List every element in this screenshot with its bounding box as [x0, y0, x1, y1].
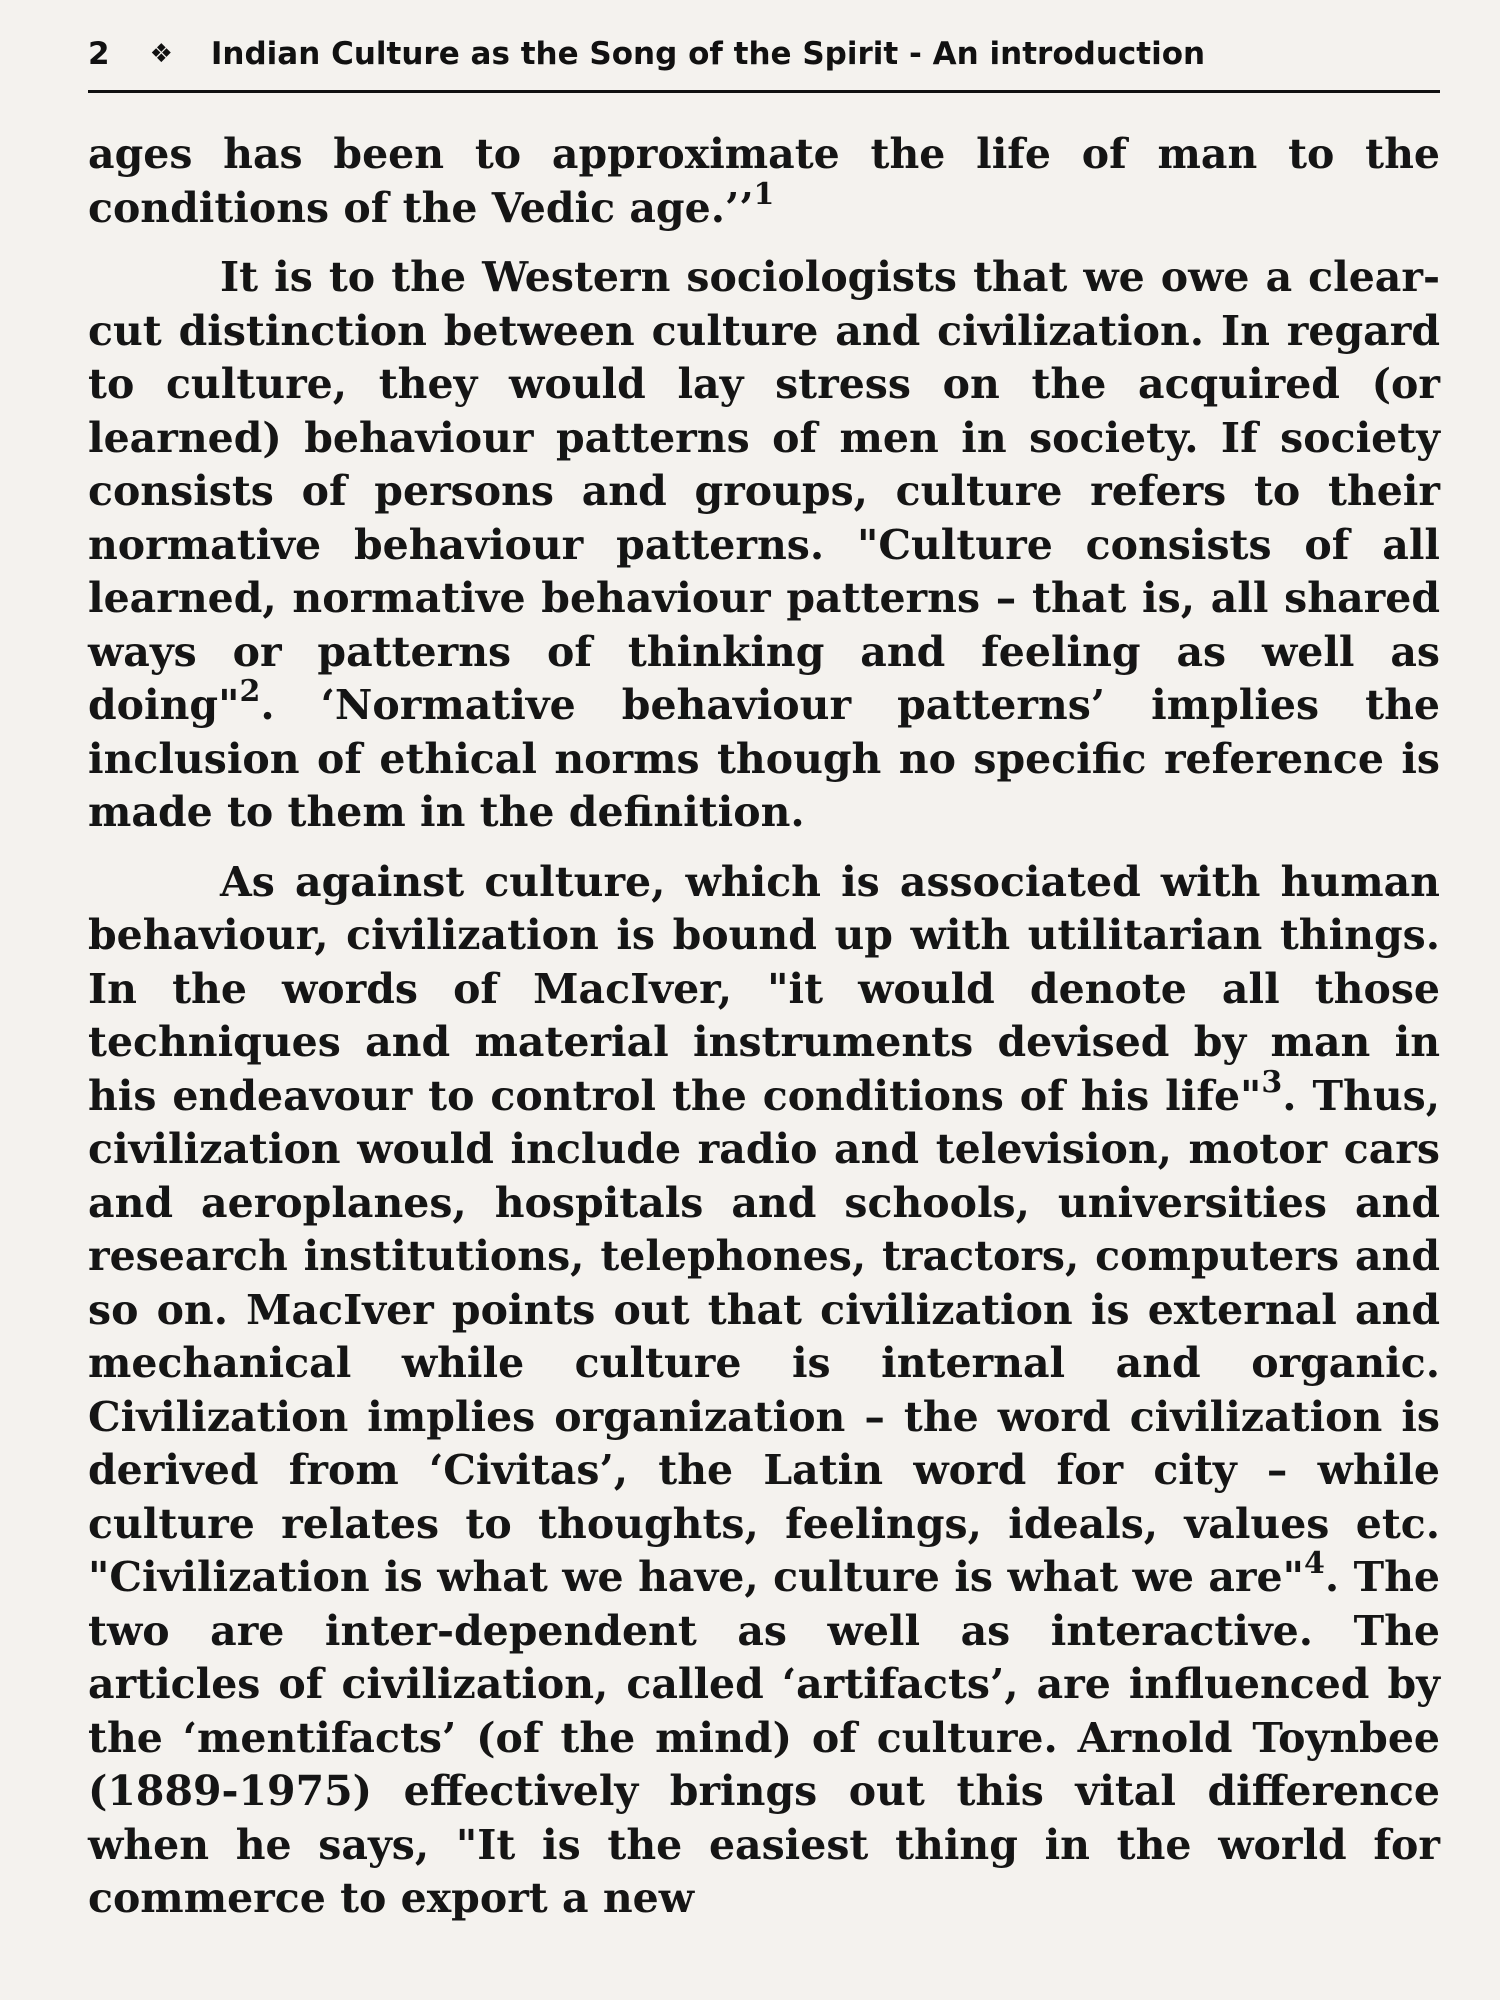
ornament-icon: ❖ [149, 39, 173, 69]
footnote-ref-4: 4 [1303, 1546, 1325, 1581]
running-header [88, 36, 1440, 72]
paragraph-1-text: ages has been to approximate the life of man to the conditions of the Vedic age.’’ [88, 130, 1440, 232]
page-number: 2 [88, 36, 110, 72]
paragraph-1 [88, 128, 1440, 235]
footnote-ref-3: 3 [1261, 1064, 1283, 1100]
body-text [88, 128, 1440, 1926]
footnote-ref-1: 1 [753, 176, 775, 212]
running-title: Indian Culture as the Song of the Spirit - An introduction [210, 36, 1206, 72]
paragraph-3-text-a: As against culture, which is associated with human behaviour, civilization is bound up with utilitarian things. In the words of MacIver, "it would denote all those techniques and material instruments devised by man in his endeavour to control the conditions of his life" [88, 857, 1440, 1120]
paragraph-2-text-b: . ‘Normative behaviour patterns’ implies the inclusion of ethical norms though no specific reference is made to them in the definition. [88, 681, 1440, 836]
paragraph-3 [88, 856, 1440, 1926]
paragraph-3-text-c: . The two are inter-dependent as well as interactive. The articles of civilization, called ‘artifacts’, are influenced by the ‘mentifacts’ (of the mind) of culture. Arnold Toynbee (1889-1975) effectively brings out this vital difference when he says, "It is the easiest thing in the world for commerce to export a new [88, 1553, 1440, 1922]
paragraph-2 [88, 251, 1440, 840]
paragraph-3-text-b: . Thus, civilization would include radio and television, motor cars and aeroplanes, hospitals and schools, universities and research institutions, telephones, tractors, computers and so on. MacIver points out that civilization is external and mechanical while culture is internal and organic. Civilization implies organization – the word civilization is derived from ‘Civitas’, the Latin word for city – while culture relates to thoughts, feelings, ideals, values etc. "Civilization is what we have, culture is what we are" [88, 1071, 1440, 1601]
footnote-ref-2: 2 [239, 674, 261, 709]
paragraph-2-text-a: It is to the Western sociologists that we owe a clear-cut distinction between culture and civilization. In regard to culture, they would lay stress on the acquired (or learned) behaviour patterns of men in society. If society consists of persons and groups, culture refers to their normative behaviour patterns. "Culture consists of all learned, normative behaviour patterns – that is, all shared ways or patterns of thinking and feeling as well as doing" [88, 253, 1440, 729]
header-rule [88, 90, 1440, 93]
